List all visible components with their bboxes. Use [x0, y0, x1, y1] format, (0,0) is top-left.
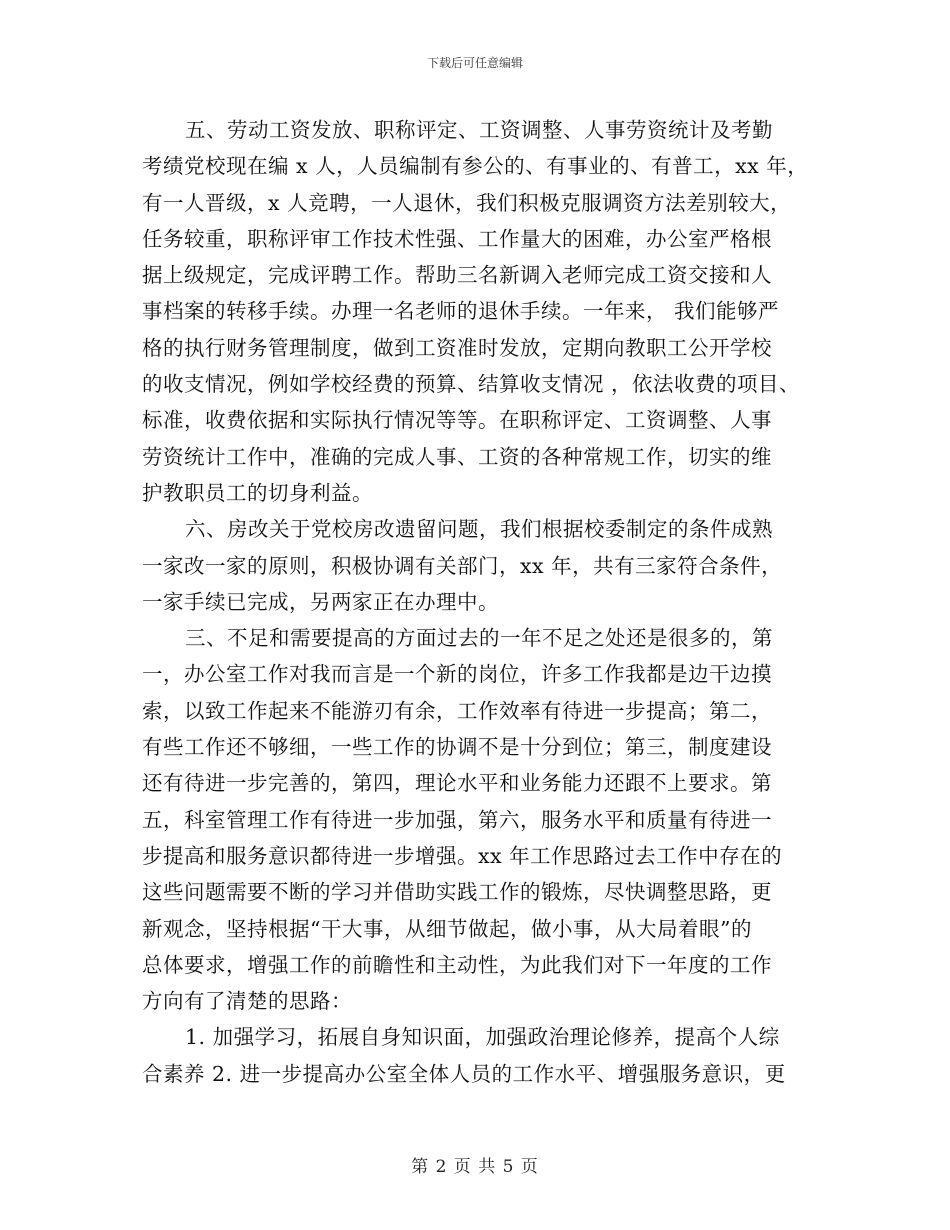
paragraph-line: 新观念，坚持根据“干大事，从细节做起，做小事，从大局着眼”的 [142, 916, 752, 941]
paragraph-line: 考绩党校现在编 x 人，人员编制有参公的、有事业的、有普工，xx 年， [142, 154, 809, 179]
paragraph-line: 1. 加强学习，拓展自身知识面，加强政治理论修养，提高个人综 [185, 1025, 780, 1050]
paragraph-line: 一家改一家的原则，积极协调有关部门，xx 年，共有三家符合条件， [142, 553, 783, 578]
paragraph-line: 护教职员工的切身利益。 [142, 480, 373, 505]
paragraph-line: 合素养 2. 进一步提高办公室全体人员的工作水平、增强服务意识，更 [142, 1061, 786, 1086]
paragraph-line: 这些问题需要不断的学习并借助实践工作的锻炼，尽快调整思路，更 [142, 880, 772, 905]
paragraph-line: 方向有了清楚的思路： [142, 989, 352, 1014]
paragraph-line: 格的执行财务管理制度，做到工资准时发放，定期向教职工公开学校 [142, 335, 772, 360]
paragraph-line: 五、劳动工资发放、职称评定、工资调整、人事劳资统计及考勤 [185, 118, 773, 142]
paragraph-line: 据上级规定，完成评聘工作。帮助三名新调入老师完成工资交接和人 [142, 263, 772, 288]
paragraph-line: 有一人晋级，x 人竞聘，一人退休，我们积极克服调资方法差别较大， [142, 190, 792, 215]
paragraph-line: 的收支情况，例如学校经费的预算、结算收支情况 ，依法收费的项目、 [142, 372, 801, 397]
paragraph-line: 索，以致工作起来不能游刃有余，工作效率有待进一步提高；第二， [142, 698, 772, 723]
page-header-note: 下载后可任意编辑 [426, 56, 523, 70]
paragraph-line: 五，科室管理工作有待进一步加强，第六，服务水平和质量有待进一 [142, 807, 772, 832]
paragraph-line: 任务较重，职称评审工作技术性强、工作量大的困难，办公室严格根 [142, 226, 772, 251]
paragraph-line: 有些工作还不够细，一些工作的协调不是十分到位；第三，制度建设 [142, 735, 772, 760]
paragraph-line: 步提高和服务意识都待进一步增强。xx 年工作思路过去工作中存在的 [142, 843, 783, 868]
document-body [142, 112, 822, 1092]
paragraph-line: 一，办公室工作对我而言是一个新的岗位，许多工作我都是边干边摸 [142, 662, 772, 687]
paragraph-line: 总体要求，增强工作的前瞻性和主动性，为此我们对下一年度的工作 [142, 952, 772, 977]
paragraph-line: 六、房改关于党校房改遗留问题，我们根据校委制定的条件成熟 [185, 517, 773, 542]
paragraph-line: 三、不足和需要提高的方面过去的一年不足之处还是很多的，第 [185, 626, 773, 651]
paragraph-line: 劳资统计工作中，准确的完成人事、工资的各种常规工作，切实的维 [142, 444, 772, 469]
paragraph-line: 标准，收费依据和实际执行情况等等。在职称评定、工资调整、人事 [142, 408, 772, 433]
page-number-footer: 第 2 页 共 5 页 [411, 1157, 539, 1177]
paragraph-line: 事档案的转移手续。办理一名老师的退休手续。一年来， 我们能够严 [142, 299, 780, 324]
paragraph-line: 还有待进一步完善的，第四，理论水平和业务能力还跟不上要求。第 [142, 771, 772, 796]
paragraph-line: 一家手续已完成，另两家正在办理中。 [142, 589, 499, 614]
